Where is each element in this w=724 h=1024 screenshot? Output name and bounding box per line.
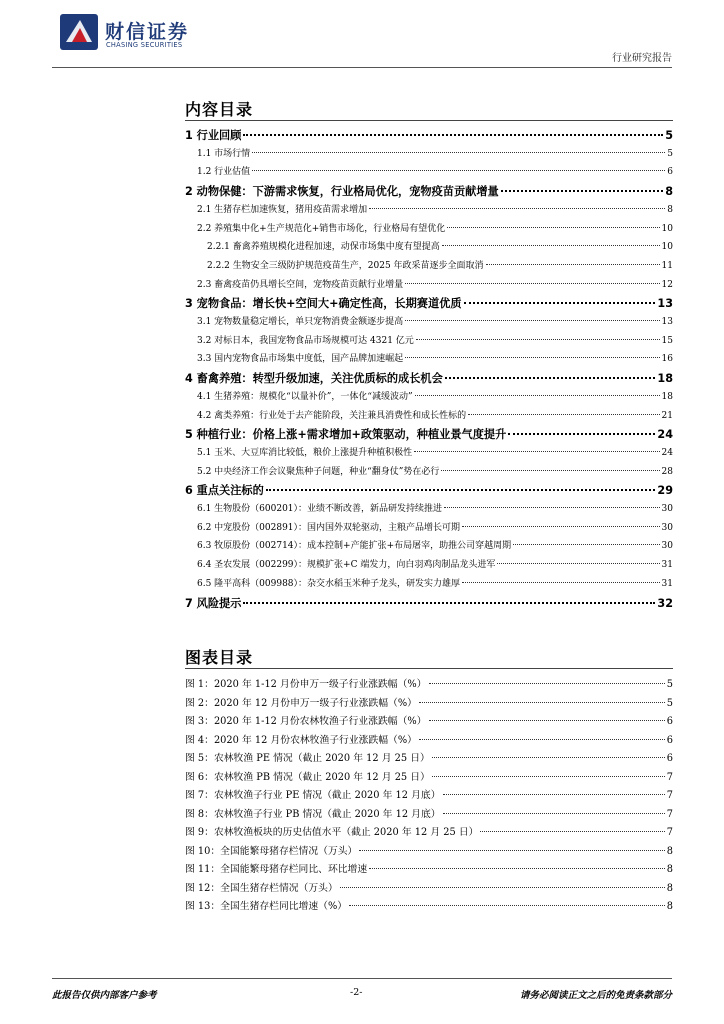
toc-entry[interactable] — [185, 520, 673, 534]
dot-leader — [442, 245, 660, 246]
toc-entry-page: 16 — [661, 354, 673, 365]
dot-leader — [429, 720, 665, 721]
figure-entry[interactable] — [185, 843, 673, 857]
footer-divider — [52, 978, 672, 979]
toc-entry[interactable] — [185, 314, 673, 328]
figure-entry-title: 图 9：农林牧渔板块的历史估值水平（截止 2020 年 12 月 25 日） — [185, 827, 479, 838]
dot-leader — [432, 776, 665, 777]
figure-entry-title: 图 7：农林牧渔子行业 PE 情况（截止 2020 年 12 月底） — [185, 790, 441, 801]
toc-entry[interactable] — [185, 239, 673, 253]
figure-entry-page: 6 — [666, 753, 673, 764]
toc-entry-page: 8 — [665, 185, 673, 199]
dot-leader — [462, 582, 660, 583]
toc-entry-title: 1 行业回顾 — [185, 129, 242, 142]
toc-entry[interactable] — [185, 445, 673, 459]
toc-entry-title: 1.1 市场行情 — [197, 148, 251, 159]
toc-entry[interactable] — [185, 408, 673, 422]
figure-list-title: 图表目录 — [185, 648, 254, 667]
toc-entry[interactable] — [185, 202, 673, 216]
figure-entry[interactable] — [185, 713, 673, 727]
footer-legal-notice: 请务必阅读正文之后的免责条款部分 — [519, 990, 672, 1001]
dot-leader — [468, 414, 659, 415]
figure-entry[interactable] — [185, 861, 673, 875]
dot-leader — [243, 602, 655, 604]
company-logo — [60, 12, 200, 56]
toc-entry-title: 6.4 圣农发展（002299）：规模扩张+C 端发力，向白羽鸡肉制品龙头进军 — [197, 560, 496, 571]
figure-entry-title: 图 5：农林牧渔 PE 情况（截止 2020 年 12 月 25 日） — [185, 753, 430, 764]
page-number: -2- — [350, 987, 363, 998]
toc-entry-page: 24 — [657, 428, 673, 442]
report-type-label: 行业研究报告 — [612, 53, 672, 64]
toc-entry-page: 31 — [661, 578, 673, 589]
figure-entry-title: 图 4：2020 年 12 月份农林牧渔子行业涨跌幅（%） — [185, 734, 417, 746]
dot-leader — [464, 302, 656, 304]
figure-entry-page: 5 — [666, 679, 673, 690]
toc-entry-page: 32 — [657, 596, 673, 610]
logo-chinese-name: 财信证券 — [105, 21, 190, 43]
toc-entry-page: 8 — [667, 204, 673, 215]
toc-entry[interactable] — [185, 221, 673, 235]
toc-entry-title: 3.2 对标日本，我国宠物食品市场规模可达 4321 亿元 — [197, 335, 414, 346]
toc-entry-title: 2 动物保健：下游需求恢复，行业格局优化，宠物疫苗贡献增量 — [185, 185, 499, 199]
figure-entry-page: 8 — [666, 845, 673, 857]
toc-entry-page: 18 — [657, 372, 673, 386]
toc-entry-title: 2.2 养殖集中化+生产规范化+销售市场化，行业格局有望优化 — [197, 223, 446, 234]
dot-leader — [369, 208, 665, 209]
figure-list-title-divider — [185, 668, 673, 669]
toc-entry[interactable] — [185, 258, 673, 272]
figure-entry[interactable] — [185, 898, 673, 912]
toc-entry-title: 3.1 宠物数量稳定增长，单只宠物消费金额逐步提高 — [197, 317, 404, 327]
dot-leader — [252, 170, 665, 171]
dot-leader — [369, 868, 665, 869]
figure-entry-page: 7 — [666, 808, 673, 820]
toc-entry-page: 10 — [661, 223, 673, 234]
toc-entry-title: 4.1 生猪养殖：规模化“以量补价”，一体化“减缓波动” — [197, 391, 413, 402]
dot-leader — [513, 544, 659, 545]
dot-leader — [443, 813, 665, 814]
dot-leader — [444, 507, 660, 508]
toc-title: 内容目录 — [185, 100, 254, 119]
toc-entry[interactable] — [185, 164, 673, 178]
figure-entry-page: 7 — [666, 790, 673, 801]
toc-entry[interactable] — [185, 501, 673, 515]
dot-leader — [429, 683, 665, 684]
figure-entry-title: 图 1：2020 年 1-12 月份申万一级子行业涨跌幅（%） — [185, 679, 427, 690]
figure-entry[interactable] — [185, 732, 673, 746]
dot-leader — [252, 152, 665, 153]
toc-entry[interactable] — [185, 370, 673, 384]
figure-entry-title: 图 2：2020 年 12 月份申万一级子行业涨跌幅（%） — [185, 697, 417, 709]
logo-english-name: CHASING SECURITIES — [106, 41, 183, 49]
figure-entry-title: 图 11：全国能繁母猪存栏同比、环比增速 — [185, 864, 368, 875]
toc-title-divider — [185, 120, 673, 121]
dot-leader — [340, 887, 665, 888]
toc-entry-page: 28 — [661, 466, 673, 477]
toc-entry-title: 6.3 牧原股份（002714）：成本控制+产能扩张+布局屠宰，助推公司穿越周期 — [197, 541, 512, 552]
figure-entry[interactable] — [185, 769, 673, 783]
dot-leader — [480, 831, 664, 832]
figure-entry-title: 图 6：农林牧渔 PB 情况（截止 2020 年 12 月 25 日） — [185, 771, 430, 783]
toc-entry-title: 2.2.1 畜禽养殖规模化进程加速，动保市场集中度有望提高 — [207, 242, 440, 253]
toc-entry-page: 12 — [661, 279, 673, 290]
figure-entry-page: 7 — [666, 771, 673, 783]
toc-entry-page: 29 — [657, 484, 673, 498]
toc-entry-page: 5 — [665, 129, 673, 142]
figure-entry-title: 图 13：全国生猪存栏同比增速（%） — [185, 901, 348, 912]
dot-leader — [405, 320, 659, 321]
toc-entry-page: 21 — [661, 410, 673, 421]
dot-leader — [349, 905, 665, 906]
toc-entry-title: 6.1 生物股份（600201）：业绩不断改善，新品研发持续推进 — [197, 504, 443, 514]
figure-entry-page: 6 — [666, 716, 673, 727]
figure-entry[interactable] — [185, 695, 673, 709]
toc-entry[interactable] — [185, 576, 673, 590]
toc-entry-page: 24 — [661, 447, 673, 458]
figure-entry[interactable] — [185, 676, 673, 690]
toc-entry-page: 15 — [661, 335, 673, 346]
toc-entry[interactable] — [185, 183, 673, 197]
footer-disclaimer: 此报告仅供内部客户参考 — [52, 990, 157, 1001]
figure-entry-title: 图 12：全国生猪存栏情况（万头） — [185, 882, 338, 894]
dot-leader — [416, 339, 660, 340]
toc-entry-title: 4 畜禽养殖：转型升级加速，关注优质标的成长机会 — [185, 372, 443, 386]
dot-leader — [443, 794, 665, 795]
page-header — [0, 0, 724, 72]
figure-entry-title: 图 3：2020 年 1-12 月份农林牧渔子行业涨跌幅（%） — [185, 716, 427, 727]
toc-entry-page: 31 — [661, 560, 673, 571]
toc-entry-title: 6 重点关注标的 — [185, 484, 264, 498]
toc-entry[interactable] — [185, 146, 673, 160]
toc-entry-title: 1.2 行业估值 — [197, 167, 251, 178]
toc-entry[interactable] — [185, 127, 673, 141]
dot-leader — [445, 377, 656, 379]
dot-leader — [432, 757, 665, 758]
toc-entry-page: 10 — [661, 242, 673, 253]
dot-leader — [447, 227, 659, 228]
toc-entry-title: 5.2 中央经济工作会议聚焦种子问题，种业“翻身仗”势在必行 — [197, 466, 440, 477]
dot-leader — [508, 433, 655, 435]
header-divider — [52, 67, 672, 68]
figure-entry-page: 5 — [666, 697, 673, 709]
toc-entry[interactable] — [185, 351, 673, 365]
toc-entry-page: 30 — [661, 504, 673, 514]
toc-entry-page: 5 — [667, 148, 673, 159]
toc-entry-title: 5.1 玉米、大豆库消比较低，粮价上涨提升种植积极性 — [197, 447, 413, 458]
toc-entry-page: 30 — [661, 522, 673, 533]
dot-leader — [501, 190, 663, 192]
dot-leader — [414, 451, 659, 452]
toc-entry[interactable] — [185, 595, 673, 609]
toc-entry-page: 30 — [661, 541, 673, 552]
toc-entry[interactable] — [185, 426, 673, 440]
toc-entry-page: 11 — [661, 260, 673, 271]
toc-entry[interactable] — [185, 482, 673, 496]
figure-entry-page: 6 — [666, 734, 673, 746]
dot-leader — [243, 134, 663, 136]
dot-leader — [419, 739, 665, 740]
figure-entry-page: 8 — [666, 882, 673, 894]
toc-entry-title: 4.2 禽类养殖：行业处于去产能阶段，关注兼具消费性和成长性标的 — [197, 410, 467, 421]
dot-leader — [415, 395, 660, 396]
dot-leader — [497, 563, 659, 564]
toc-entry[interactable] — [185, 277, 673, 291]
toc-entry-title: 7 风险提示 — [185, 596, 242, 610]
toc-entry-page: 18 — [661, 391, 673, 402]
toc-entry-title: 2.1 生猪存栏加速恢复，猪用疫苗需求增加 — [197, 204, 368, 215]
figure-entry-page: 8 — [666, 901, 673, 912]
toc-entry-title: 6.5 隆平高科（009988）：杂交水稻玉米种子龙头，研发实力雄厚 — [197, 578, 461, 589]
dot-leader — [405, 357, 659, 358]
dot-leader — [419, 702, 665, 703]
figure-entry[interactable] — [185, 806, 673, 820]
toc-entry[interactable] — [185, 333, 673, 347]
toc-entry[interactable] — [185, 295, 673, 309]
figure-entry[interactable] — [185, 750, 673, 764]
toc-entry-title: 3.3 国内宠物食品市场集中度低，国产品牌加速崛起 — [197, 354, 404, 365]
toc-entry-title: 5 种植行业：价格上涨+需求增加+政策驱动，种植业景气度提升 — [185, 428, 507, 442]
figure-entry[interactable] — [185, 824, 673, 838]
toc-entry-title: 2.2.2 生物安全三级防护规范疫苗生产，2025 年政采苗逐步全面取消 — [207, 260, 484, 271]
dot-leader — [441, 470, 659, 471]
figure-entry-title: 图 10：全国能繁母猪存栏情况（万头） — [185, 845, 358, 857]
toc-entry-page: 6 — [667, 167, 673, 178]
logo-mark-icon — [60, 14, 98, 50]
figure-entry[interactable] — [185, 880, 673, 894]
toc-entry[interactable] — [185, 557, 673, 571]
dot-leader — [405, 283, 659, 284]
figure-entry-title: 图 8：农林牧渔子行业 PB 情况（截止 2020 年 12 月底） — [185, 808, 441, 820]
dot-leader — [266, 489, 656, 491]
figure-entry-page: 8 — [666, 864, 673, 875]
dot-leader — [359, 850, 664, 851]
toc-entry[interactable] — [185, 538, 673, 552]
toc-entry-page: 13 — [661, 317, 673, 327]
toc-entry[interactable] — [185, 389, 673, 403]
toc-entry-title: 2.3 畜禽疫苗仍具增长空间，宠物疫苗贡献行业增量 — [197, 279, 404, 290]
figure-entry[interactable] — [185, 787, 673, 801]
dot-leader — [486, 264, 660, 265]
toc-entry-page: 13 — [657, 297, 673, 311]
figure-entry-page: 7 — [666, 827, 673, 838]
toc-entry-title: 3 宠物食品：增长快+空间大+确定性高，长期赛道优质 — [185, 297, 462, 311]
toc-entry-title: 6.2 中宠股份（002891）：国内国外双轮驱动，主粮产品增长可期 — [197, 522, 461, 533]
dot-leader — [462, 526, 660, 527]
toc-entry[interactable] — [185, 464, 673, 478]
